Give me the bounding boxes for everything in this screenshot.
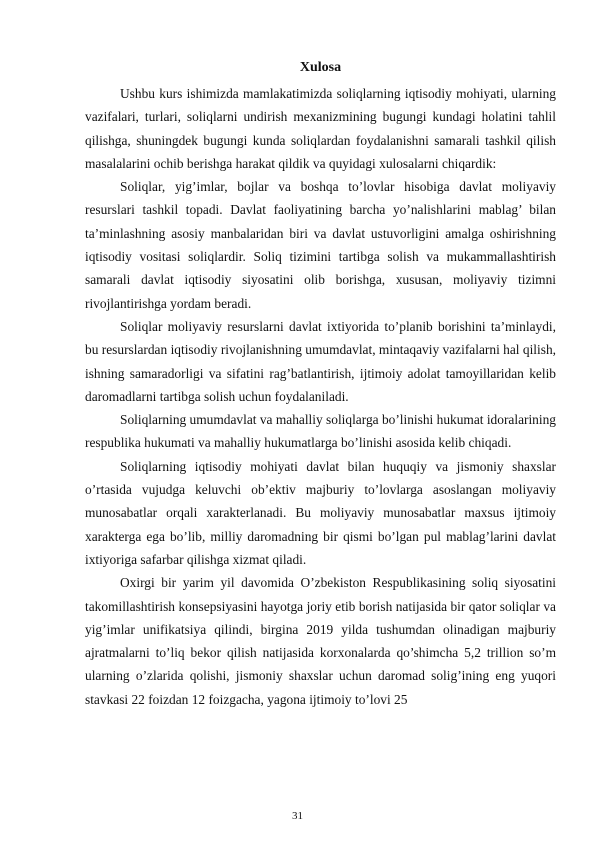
paragraph-resource-accumulation: Soliqlar moliyaviy resurslarni davlat ixtiyorida to’planib borishini ta’minlaydi, bu resurslardan iqtisodiy rivojlanishning umumdavlat, mintaqaviy vazifalarni hal qilish, ishning samaradorligi va sifatini rag’batlantirish, ijtimoiy adolat tamoyillaridan kelib daromadlarni tartibga solish uchun foydalaniladi. bbox=[85, 318, 556, 404]
document-title: Xulosa bbox=[299, 60, 342, 75]
paragraph-intro: Ushbu kurs ishimizda mamlakatimizda soliqlarning iqtisodiy mohiyati, ularning vazifalari, turlari, soliqlarni undirish mexanizmining bugungi kundagi holatini tahlil qilishga, shuningdek bugungi kunda soliqlardan foydalanishni samarali tashkil qilish masalalarini ochib berishga harakat qildik va quyidagi xulosalarni chiqardik: bbox=[85, 86, 556, 171]
document-page bbox=[85, 56, 556, 711]
paragraph-financial-resources: Soliqlar, yig’imlar, bojlar va boshqa to’lovlar hisobiga davlat moliyaviy resurslari tashkil topadi. Davlat faoliyatining barcha yo’nalishlarini mablag’ bilan ta’minlashning asosiy manbalaridan biri va davlat ustuvorligini amalga oshirishning iqtisodiy vositasi soliqlardir. Soliq tizimini tartibga solish va mukammallashtirish samarali davlat iqtisodiy siyosatini olib borishga, xususan, moliyaviy tizimni rivojlantirishga yordam beradi. bbox=[85, 179, 556, 311]
paragraph-tax-division: Soliqlarning umumdavlat va mahalliy soliqlarga bo’linishi hukumat idoralarining respublika hukumati va mahalliy hukumatlarga bo’linishi asosida kelib chiqadi. bbox=[85, 412, 556, 451]
page-number: 31 bbox=[292, 810, 303, 822]
paragraph-tax-policy-reform: Oxirgi bir yarim yil davomida O’zbekiston Respublikasining soliq siyosatini takomillashtirish konsepsiyasini hayotga joriy etib borish natijasida bir qator soliqlar va yig’imlar unifikatsiya qilindi, birgina 2019 yilda tushumdan olinadigan majburiy ajratmalarni to’liq bekor qilish natijasida korxonalarda qo’shimcha 5,2 trillion so’m ularning o’zlarida qolishi, jismoniy shaxslar uchun daromad solig’ining eng yuqori stavkasi 22 foizdan 12 foizgacha, yagona ijtimoiy to’lovi 25 bbox=[85, 575, 556, 707]
paragraph-economic-essence: Soliqlarning iqtisodiy mohiyati davlat bilan huquqiy va jismoniy shaxslar o’rtasida vujudga keluvchi ob’ektiv majburiy to’lovlarga asoslangan moliyaviy munosabatlar orqali xarakterlanadi. Bu moliyaviy munosabatlar maxsus ijtimoiy xarakterga ega bo’lib, milliy daromadning bir qismi bo’lgan pul mablag’larini davlat ixtiyoriga safarbar qilishga xizmat qiladi. bbox=[85, 458, 556, 567]
